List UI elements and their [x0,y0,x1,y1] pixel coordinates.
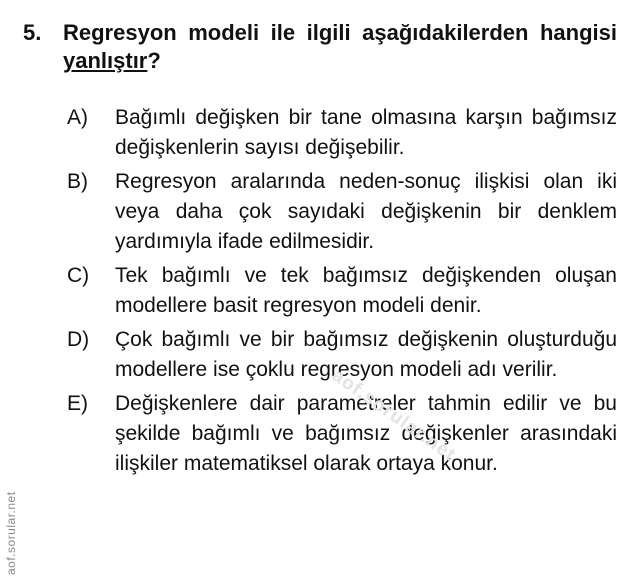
option-letter: C) [67,264,90,287]
option-letter: E) [67,392,88,415]
diagonal-watermark: aof.sorular.net [327,365,460,466]
option-b[interactable] [67,167,617,257]
question-text [63,19,617,75]
option-letter: D) [67,328,90,351]
option-text: Regresyon aralarında neden-sonuç ilişkisi olan iki veya daha çok sayıdaki değişkenin bir denklem yardımıyla ifade edilmesidir. [115,170,617,253]
question-stem: Regresyon modeli ile ilgili aşağıdakilerden hangisi [63,20,617,45]
option-letter: B) [67,170,88,193]
question-mark: ? [147,48,161,73]
option-text: Tek bağımlı ve tek bağımsız değişkenden oluşan modellere basit regresyon modeli denir. [115,264,617,317]
option-e[interactable] [67,389,617,479]
option-letter: A) [67,106,88,129]
question-emphasis: yanlıştır [63,48,148,73]
option-a[interactable] [67,103,617,163]
question-number: 5. [23,20,42,45]
answer-options [67,103,617,483]
option-text: Değişkenlere dair parametreler tahmin edilir ve bu şekilde bağımlı ve bağımsız değişkenler arasındaki ilişkiler matematiksel olarak ortaya konur. [115,392,617,475]
option-text: Bağımlı değişken bir tane olmasına karşın bağımsız değişkenlerin sayısı değişebilir. [115,106,617,159]
option-c[interactable] [67,261,617,321]
question [23,19,617,75]
option-text: Çok bağımlı ve bir bağımsız değişkenin oluşturduğu modellere ise çoklu regresyon modeli adı verilir. [115,328,617,381]
side-watermark: aof.sorular.net [4,491,18,575]
